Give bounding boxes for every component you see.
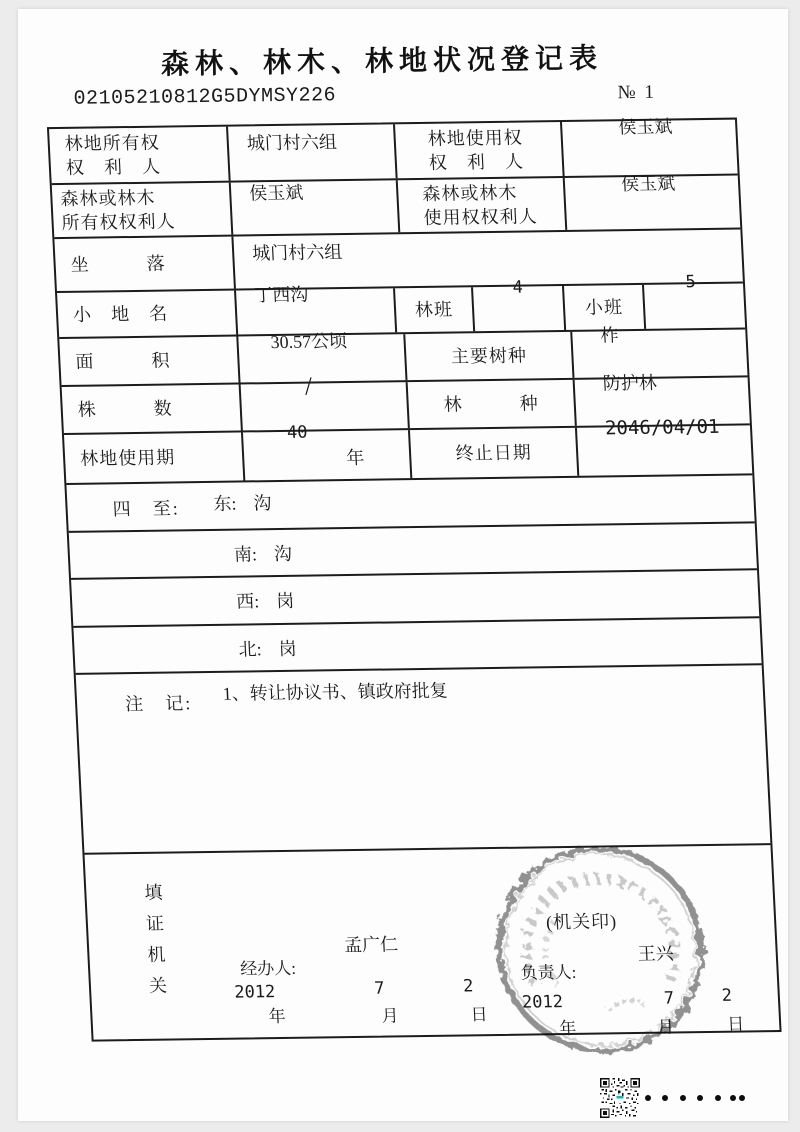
boundary-north-value: 岗 xyxy=(278,638,298,659)
dot-separator-row xyxy=(645,1095,755,1103)
form-title: 森林、林木、林地状况登记表 xyxy=(160,42,604,80)
handler-label: 经办人: xyxy=(239,958,297,979)
boundary-north-cell xyxy=(73,618,761,673)
main-species-value: 柞 xyxy=(599,325,619,346)
notes-label: 注 记: xyxy=(124,693,193,715)
main-species-label: 主要树种 xyxy=(405,332,574,380)
left-date-month-unit: 月 xyxy=(381,1006,400,1026)
area-label: 面 积 xyxy=(59,337,240,385)
right-date-year: 2012 xyxy=(521,992,564,1013)
forest-type-value: 防护林 xyxy=(602,372,658,394)
forest-owner-value: 侯玉斌 xyxy=(248,182,304,204)
forest-owner-cell xyxy=(231,180,401,234)
left-date-year-unit: 年 xyxy=(268,1006,287,1027)
sub-section-cell xyxy=(644,272,746,328)
sub-section-label: 小班 xyxy=(564,285,646,330)
land-user-cell xyxy=(562,116,738,176)
boundaries-label: 四 至: xyxy=(112,498,181,520)
left-date-month: 7 xyxy=(373,978,385,999)
place-name-label: 小 地 名 xyxy=(57,291,238,337)
seat-label: 坐 落 xyxy=(54,237,236,291)
forest-user-value: 侯玉斌 xyxy=(620,173,676,195)
notes-content: 1、转让协议书、镇政府批复 xyxy=(222,680,449,704)
land-user-label: 林地使用权 权 利 人 xyxy=(395,122,565,178)
main-species-cell xyxy=(572,325,747,377)
right-date-day: 2 xyxy=(721,985,733,1006)
seat-value: 城门村六组 xyxy=(251,242,343,264)
boundary-west-cell xyxy=(71,570,759,626)
manager-label: 负责人: xyxy=(520,962,577,983)
boundary-east-value: 沟 xyxy=(252,493,272,514)
area-cell xyxy=(238,331,407,382)
boundary-west-value: 岗 xyxy=(275,590,295,612)
land-owner-value: 城门村六组 xyxy=(246,132,338,154)
boundary-north-dir: 北: xyxy=(238,639,263,660)
boundary-east-dir: 东: xyxy=(212,493,237,514)
dot xyxy=(680,1095,686,1101)
notes-cell xyxy=(76,665,771,852)
use-period-value: 40 xyxy=(286,422,309,443)
right-date-month: 7 xyxy=(663,988,675,1009)
dot xyxy=(739,1095,745,1101)
use-period-unit: 年 xyxy=(345,447,365,469)
tree-count-label: 株 数 xyxy=(62,385,243,433)
row-notes xyxy=(76,665,771,854)
left-date-day: 2 xyxy=(462,976,474,997)
official-seal-stamp xyxy=(479,832,722,1067)
tree-count-cell xyxy=(241,371,410,430)
form-number: № 1 xyxy=(617,81,657,104)
boundary-east-cell xyxy=(66,475,754,531)
land-owner-cell xyxy=(228,124,398,180)
use-period-cell xyxy=(243,422,412,480)
boundary-south-cell xyxy=(69,523,757,578)
boundary-south-dir: 南: xyxy=(233,544,258,565)
forest-section-value: 4 xyxy=(512,277,524,298)
form-serial-code: 02105210812G5DYMSY226 xyxy=(73,84,337,111)
place-name-value: 丁西沟 xyxy=(253,284,309,306)
form-sheet xyxy=(18,9,788,1121)
registration-table xyxy=(47,118,782,1042)
dot xyxy=(730,1095,736,1101)
right-date-day-unit: 日 xyxy=(726,1014,745,1034)
dot xyxy=(662,1095,668,1101)
seat-cell xyxy=(233,230,742,289)
boundary-west-dir: 西: xyxy=(235,591,260,612)
dot xyxy=(697,1095,703,1101)
dot xyxy=(715,1095,721,1101)
tree-count-value: / xyxy=(304,371,313,401)
forest-user-label: 森林或林木 使用权权利人 xyxy=(398,178,568,232)
end-date-label: 终止日期 xyxy=(410,428,579,478)
left-date-day-unit: 日 xyxy=(470,1005,489,1025)
issuing-org-label: 填 证 机 关 xyxy=(143,882,168,996)
manager-name: 王兴 xyxy=(637,943,675,965)
boundary-south-value: 沟 xyxy=(273,543,293,565)
row-issuer xyxy=(85,845,780,1039)
row-forest-owners xyxy=(52,173,741,240)
left-date-year: 2012 xyxy=(233,982,276,1003)
dot xyxy=(645,1095,651,1101)
seal-note: (机关印) xyxy=(545,911,618,933)
end-date-cell xyxy=(577,415,752,475)
qr-code-icon xyxy=(600,1078,640,1118)
end-date-value: 2046/04/01 xyxy=(604,415,720,440)
forest-owner-label: 森林或林木 所有权权利人 xyxy=(52,183,233,237)
land-owner-label: 林地所有权 权 利 人 xyxy=(49,127,231,183)
right-date-month-unit: 月 xyxy=(656,1017,675,1037)
forest-user-cell xyxy=(565,173,740,230)
right-date-year-unit: 年 xyxy=(558,1018,577,1039)
row-seat xyxy=(54,230,743,294)
issuer-cell xyxy=(85,845,780,1039)
forest-section-cell xyxy=(473,277,567,331)
land-user-value: 侯玉斌 xyxy=(617,116,673,138)
forest-type-label: 林 种 xyxy=(408,380,577,428)
sub-section-value: 5 xyxy=(684,272,697,293)
area-value: 30.57公顷 xyxy=(270,331,348,353)
forest-section-label: 林班 xyxy=(395,287,475,332)
use-period-label: 林地使用期 xyxy=(64,432,245,482)
handler-name: 孟广仁 xyxy=(343,934,399,956)
